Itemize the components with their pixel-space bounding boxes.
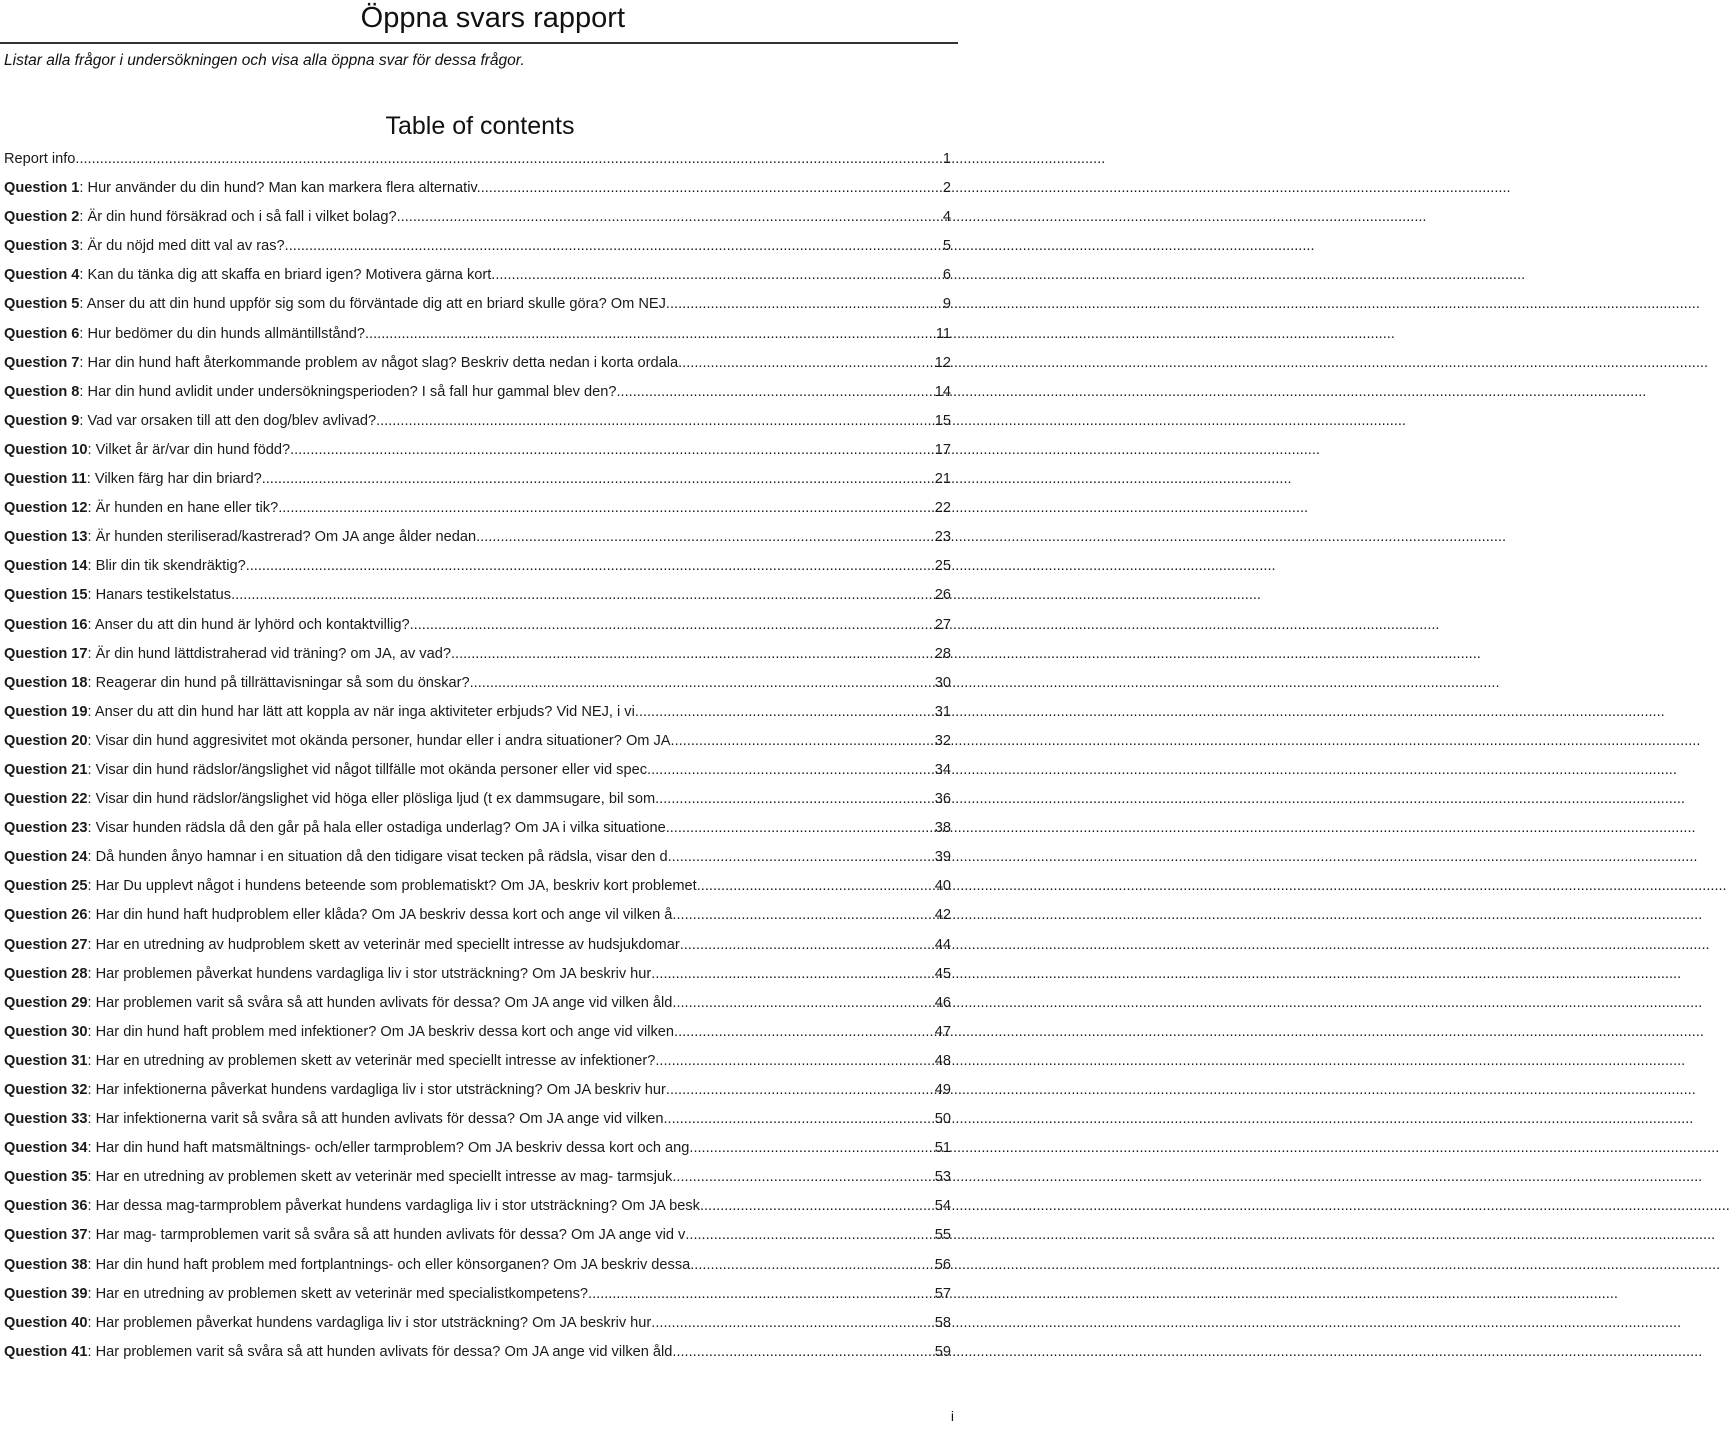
toc-page-number: 23 [934, 529, 951, 546]
toc-entry-label [4, 669, 470, 698]
toc-entry[interactable] [4, 989, 951, 1018]
toc-page-number: 48 [934, 1052, 951, 1069]
toc-question-number: Question 25 [4, 878, 88, 895]
toc-page-number: 28 [934, 645, 951, 662]
toc-entry-text: : Visar hunden rädsla då den går på hala eller ostadiga underlag? Om JA i vilka situatione [87, 820, 666, 837]
toc-entry-text: : Vilken färg har din briard? [86, 471, 262, 488]
toc-question-number: Question 16 [4, 616, 88, 633]
toc-entry-label [4, 756, 647, 785]
toc-entry-text: : Är din hund lättdistraherad vid träning? om JA, av vad? [87, 645, 451, 662]
toc-entry-text: : Blir din tik skendräktig? [87, 558, 246, 575]
toc-dot-leader [278, 494, 935, 523]
toc-question-number: Question 19 [4, 703, 88, 720]
toc-page-number: 50 [934, 1111, 951, 1128]
table-of-contents [4, 145, 951, 1367]
toc-dot-leader [700, 1192, 935, 1221]
toc-dot-leader [476, 523, 935, 552]
toc-entry-label [4, 1338, 672, 1367]
toc-page-number: 46 [934, 994, 951, 1011]
toc-page-number: 59 [934, 1343, 951, 1360]
toc-entry-label [4, 407, 376, 436]
toc-page-number: 53 [934, 1169, 951, 1186]
toc-dot-leader [655, 1047, 934, 1076]
toc-page-number: 25 [934, 558, 951, 575]
toc-page-number: 14 [934, 383, 951, 400]
toc-page-number: 9 [942, 296, 951, 313]
toc-page-number: 27 [934, 616, 951, 633]
toc-page-number: 36 [934, 791, 951, 808]
toc-entry-label [4, 814, 666, 843]
toc-entry[interactable] [4, 611, 951, 640]
toc-entry[interactable] [4, 145, 951, 174]
toc-entry-label [4, 465, 262, 494]
toc-entry-label [4, 1251, 690, 1280]
toc-entry-text: : Hur bedömer du din hunds allmäntillstånd? [79, 325, 365, 342]
toc-entry[interactable] [4, 174, 951, 203]
toc-dot-leader [678, 349, 935, 378]
toc-question-number: Question 13 [4, 529, 88, 546]
toc-entry-label [4, 1192, 700, 1221]
toc-entry-label [4, 232, 285, 261]
toc-entry-text: : Har dessa mag-tarmproblem påverkat hundens vardagliga liv i stor utsträckning? Om JA besk [87, 1198, 700, 1215]
toc-dot-leader [231, 581, 935, 610]
toc-page-number: 17 [934, 441, 951, 458]
toc-entry-label [4, 174, 481, 203]
toc-dot-leader [481, 174, 943, 203]
toc-dot-leader [262, 465, 935, 494]
toc-entry-label [4, 1047, 655, 1076]
toc-entry-label [4, 1280, 588, 1309]
toc-entry[interactable] [4, 727, 951, 756]
toc-entry-label [4, 1163, 672, 1192]
toc-page-number: 54 [934, 1198, 951, 1215]
toc-dot-leader [668, 843, 935, 872]
toc-entry-text: : Kan du tänka dig att skaffa en briard igen? Motivera gärna kort. [79, 267, 496, 284]
toc-question-number: Question 39 [4, 1285, 88, 1302]
toc-entry-text: : Vilket år är/var din hund född? [87, 441, 291, 458]
toc-entry-label [4, 611, 410, 640]
toc-question-number: Question 11 [4, 471, 87, 488]
toc-dot-leader [246, 552, 935, 581]
toc-entry-text: : Hur använder du din hund? Man kan markera flera alternativ. [79, 180, 481, 197]
toc-entry-text: : Visar din hund rädslor/ängslighet vid något tillfälle mot okända personer eller vid spec [87, 761, 648, 778]
toc-dot-leader [397, 203, 943, 232]
toc-entry[interactable] [4, 1076, 951, 1105]
toc-page-number: 30 [934, 674, 951, 691]
toc-entry[interactable] [4, 407, 951, 436]
toc-page-number: 42 [934, 907, 951, 924]
toc-entry-text: : Har en utredning av hudproblem skett av veterinär med speciellt intresse av hudsjukdomar [87, 936, 680, 953]
toc-question-number: Question 24 [4, 849, 88, 866]
toc-question-number: Question 20 [4, 732, 88, 749]
toc-entry-text: : Visar din hund aggresivitet mot okända personer, hundar eller i andra situationer? Om JA [87, 732, 671, 749]
toc-question-number: Question 30 [4, 1023, 88, 1040]
toc-entry-label [4, 552, 246, 581]
toc-entry-text: : Har en utredning av problemen skett av veterinär med speciellt intresse av mag- tarmsjuk [87, 1169, 673, 1186]
toc-question-number: Question 2 [4, 209, 80, 226]
toc-dot-leader [674, 1018, 935, 1047]
toc-question-number: Question 8 [4, 383, 80, 400]
toc-entry-text: : Visar din hund rädslor/ängslighet vid höga eller plösliga ljud (t ex dammsugare, bil som [87, 791, 656, 808]
toc-entry-label [4, 261, 495, 290]
toc-page-number: 11 [935, 325, 951, 342]
toc-question-number: Question 7 [4, 354, 80, 371]
toc-entry-text: : Anser du att din hund uppför sig som du förväntade dig att en briard skulle göra? Om NEJ. [79, 296, 670, 313]
toc-entry[interactable] [4, 756, 951, 785]
toc-entry-label [4, 290, 670, 319]
toc-dot-leader [666, 814, 935, 843]
toc-page-number: 56 [934, 1256, 951, 1273]
toc-dot-leader [290, 436, 935, 465]
toc-entry[interactable] [4, 669, 951, 698]
toc-question-number: Question 14 [4, 558, 88, 575]
toc-entry-label [4, 640, 451, 669]
toc-question-number: Question 22 [4, 791, 88, 808]
toc-question-number: Question 32 [4, 1082, 88, 1098]
toc-page-number: 1 [942, 151, 951, 167]
toc-entry[interactable] [4, 785, 951, 814]
toc-dot-leader [672, 1338, 934, 1367]
toc-entry-text: : Är hunden steriliserad/kastrerad? Om JA ange ålder nedan [87, 529, 477, 546]
report-subtitle: Listar alla frågor i undersökningen och visa alla öppna svar för dessa frågor. [4, 52, 525, 69]
toc-page-number: 47 [934, 1023, 951, 1040]
toc-page-number: 32 [934, 732, 951, 749]
toc-question-number: Question 28 [4, 965, 88, 982]
toc-entry[interactable] [4, 1105, 951, 1134]
toc-question-number: Question 38 [4, 1256, 88, 1273]
toc-question-number: Question 31 [4, 1052, 88, 1069]
toc-entry-text: : Har problemen varit så svåra så att hunden avlivats för dessa? Om JA ange vid vilken åld [87, 1343, 673, 1360]
toc-dot-leader [671, 727, 935, 756]
toc-entry-label [4, 581, 231, 610]
toc-entry[interactable] [4, 1134, 951, 1163]
toc-entry[interactable] [4, 960, 951, 989]
toc-entry-label [4, 1309, 651, 1338]
toc-question-number: Question 1 [4, 180, 80, 197]
toc-dot-leader [672, 901, 934, 930]
toc-dot-leader [655, 785, 935, 814]
toc-page-number: 12 [934, 354, 951, 371]
toc-entry-text: : Reagerar din hund på tillrättavisningar så som du önskar? [87, 674, 470, 691]
toc-entry-text: : Är du nöjd med ditt val av ras? [79, 238, 285, 255]
toc-entry-label [4, 349, 678, 378]
toc-page-number: 49 [934, 1082, 951, 1098]
toc-question-number: Question 5 [4, 296, 80, 313]
toc-entry-label [4, 698, 635, 727]
toc-entry-label [4, 203, 397, 232]
toc-dot-leader [647, 756, 935, 785]
toc-entry[interactable] [4, 378, 951, 407]
toc-entry-label [4, 494, 278, 523]
toc-entry-label [4, 1134, 689, 1163]
toc-entry-label [4, 145, 75, 174]
toc-entry-text: : Har mag- tarmproblemen varit så svåra så att hunden avlivats för dessa? Om JA ange vid v [87, 1227, 686, 1244]
toc-entry[interactable] [4, 640, 951, 669]
toc-entry-text: : Anser du att din hund har lätt att koppla av när inga aktiviteter erbjuds? Vid NEJ, i vi [87, 703, 635, 720]
toc-entry-text: : Har din hund haft problem med infektioner? Om JA beskriv dessa kort och ange vid vilken [87, 1023, 675, 1040]
toc-dot-leader [663, 1105, 934, 1134]
toc-dot-leader [75, 145, 942, 174]
toc-entry[interactable] [4, 232, 951, 261]
toc-entry-label [4, 1076, 666, 1105]
toc-entry-text: : Har Du upplevt något i hundens beteende som problematiskt? Om JA, beskriv kort problemet [87, 878, 697, 895]
toc-entry-label [4, 989, 672, 1018]
toc-page-number: 5 [942, 238, 951, 255]
toc-entry[interactable] [4, 1221, 951, 1250]
toc-dot-leader [680, 931, 935, 960]
toc-entry[interactable] [4, 1338, 951, 1367]
toc-question-number: Question 35 [4, 1169, 88, 1186]
toc-page-number: 2 [942, 180, 951, 197]
title-divider [0, 42, 958, 44]
toc-page-number: 58 [934, 1314, 951, 1331]
toc-dot-leader [495, 261, 943, 290]
toc-dot-leader [670, 290, 943, 319]
toc-entry[interactable] [4, 1309, 951, 1338]
toc-question-number: Question 6 [4, 325, 80, 342]
toc-question-number: Question 29 [4, 994, 88, 1011]
toc-dot-leader [690, 1251, 935, 1280]
toc-entry-text: : Har en utredning av problemen skett av veterinär med specialistkompetens? [87, 1285, 589, 1302]
toc-entry-text: : Hanars testikelstatus [87, 587, 232, 604]
toc-dot-leader [685, 1221, 934, 1250]
toc-page-number: 34 [934, 761, 951, 778]
toc-question-number: Question 36 [4, 1198, 88, 1215]
toc-page-number: 55 [934, 1227, 951, 1244]
toc-entry-label [4, 1221, 685, 1250]
toc-question-number: Question 12 [4, 500, 88, 517]
toc-page-number: 57 [934, 1285, 951, 1302]
toc-dot-leader [588, 1280, 935, 1309]
toc-dot-leader [689, 1134, 934, 1163]
toc-dot-leader [672, 1163, 934, 1192]
toc-entry-text: : Då hunden ånyo hamnar i en situation då den tidigare visat tecken på rädsla, visar den d [87, 849, 668, 866]
toc-dot-leader [651, 960, 934, 989]
toc-entry[interactable] [4, 1280, 951, 1309]
toc-entry[interactable] [4, 465, 951, 494]
toc-question-number: Question 15 [4, 587, 88, 604]
toc-entry-text: : Har din hund haft återkommande problem av något slag? Beskriv detta nedan i korta ordala [79, 354, 679, 371]
toc-entry[interactable] [4, 1047, 951, 1076]
toc-entry-text: : Har problemen påverkat hundens vardagliga liv i stor utsträckning? Om JA beskriv hur [87, 965, 652, 982]
toc-question-number: Question 40 [4, 1314, 88, 1331]
toc-page-number: 39 [934, 849, 951, 866]
toc-entry[interactable] [4, 290, 951, 319]
toc-dot-leader [285, 232, 943, 261]
toc-dot-leader [666, 1076, 935, 1105]
toc-entry-label [4, 320, 365, 349]
toc-dot-leader [672, 989, 934, 1018]
toc-entry[interactable] [4, 203, 951, 232]
toc-entry-label [4, 931, 680, 960]
toc-page-number: 6 [942, 267, 951, 284]
toc-entry[interactable] [4, 552, 951, 581]
toc-entry-label [4, 1105, 663, 1134]
toc-entry-label [4, 378, 616, 407]
toc-entry[interactable] [4, 1018, 951, 1047]
toc-page-number: 15 [934, 412, 951, 429]
toc-entry-text: : Har din hund haft matsmältnings- och/eller tarmproblem? Om JA beskriv dessa kort och ang [87, 1140, 690, 1157]
toc-question-number: Question 27 [4, 936, 88, 953]
toc-dot-leader [651, 1309, 934, 1338]
toc-dot-leader [376, 407, 935, 436]
toc-question-number: Question 10 [4, 441, 88, 458]
toc-entry-label [4, 785, 655, 814]
toc-dot-leader [451, 640, 935, 669]
toc-question-number: Question 34 [4, 1140, 88, 1157]
toc-page-number: 51 [934, 1140, 951, 1157]
toc-entry[interactable] [4, 843, 951, 872]
toc-entry-text: : Är hunden en hane eller tik? [87, 500, 279, 517]
toc-dot-leader [635, 698, 935, 727]
toc-entry[interactable] [4, 1163, 951, 1192]
toc-entry-text: : Har infektionerna påverkat hundens vardagliga liv i stor utsträckning? Om JA beskriv hur [87, 1082, 666, 1098]
toc-entry[interactable] [4, 698, 951, 727]
toc-page-number: 31 [934, 703, 951, 720]
toc-entry-label [4, 436, 290, 465]
toc-page-number: 44 [934, 936, 951, 953]
toc-entry[interactable] [4, 1251, 951, 1280]
toc-entry-text: : Vad var orsaken till att den dog/blev avlivad? [79, 412, 377, 429]
toc-entry[interactable] [4, 814, 951, 843]
toc-entry-text: : Har din hund haft problem med fortplantnings- och eller könsorganen? Om JA beskriv dessa [87, 1256, 691, 1273]
toc-page-number: 45 [934, 965, 951, 982]
toc-entry[interactable] [4, 931, 951, 960]
toc-entry-label [4, 960, 651, 989]
toc-entry[interactable] [4, 901, 951, 930]
toc-heading: Table of contents [385, 112, 575, 140]
report-title: Öppna svars rapport [360, 2, 625, 34]
toc-entry[interactable] [4, 261, 951, 290]
toc-page-number: 22 [934, 500, 951, 517]
toc-question-number: Question 18 [4, 674, 88, 691]
toc-entry-text: : Är din hund försäkrad och i så fall i vilket bolag? [79, 209, 397, 226]
toc-question-number: Question 23 [4, 820, 88, 837]
toc-question-number: Question 3 [4, 238, 80, 255]
toc-entry-text: : Har en utredning av problemen skett av veterinär med speciellt intresse av infektioner? [87, 1052, 656, 1069]
toc-entry-text: : Har din hund avlidit under undersökningsperioden? I så fall hur gammal blev den? [79, 383, 617, 400]
toc-dot-leader [365, 320, 936, 349]
toc-entry-text: : Har din hund haft hudproblem eller klåda? Om JA beskriv dessa kort och ange vil vilken å [87, 907, 673, 924]
toc-entry-label [4, 901, 672, 930]
toc-page-number: 26 [934, 587, 951, 604]
toc-dot-leader [697, 872, 935, 901]
toc-entry[interactable] [4, 320, 951, 349]
toc-entry[interactable] [4, 872, 951, 901]
toc-page-number: 21 [934, 471, 951, 488]
toc-question-number: Question 26 [4, 907, 88, 924]
toc-page-number: 4 [942, 209, 951, 226]
toc-entry-label [4, 1018, 674, 1047]
toc-dot-leader [410, 611, 935, 640]
toc-entry-text: : Har problemen påverkat hundens vardagliga liv i stor utsträckning? Om JA beskriv hur [87, 1314, 652, 1331]
toc-entry-text: : Anser du att din hund är lyhörd och kontaktvillig? [87, 616, 410, 633]
toc-question-number: Question 37 [4, 1227, 88, 1244]
toc-entry[interactable] [4, 436, 951, 465]
toc-entry[interactable] [4, 349, 951, 378]
page-number: i [950, 1408, 954, 1424]
toc-entry-text: : Har infektionerna varit så svåra så att hunden avlivats för dessa? Om JA ange vid vilken [87, 1111, 664, 1128]
toc-entry-label [4, 872, 697, 901]
toc-question-number: Question 9 [4, 412, 80, 429]
toc-dot-leader [470, 669, 935, 698]
toc-entry[interactable] [4, 1192, 951, 1221]
toc-dot-leader [616, 378, 934, 407]
toc-entry[interactable] [4, 581, 951, 610]
toc-question-number: Question 33 [4, 1111, 88, 1128]
toc-entry[interactable] [4, 523, 951, 552]
toc-page-number: 38 [934, 820, 951, 837]
toc-entry-label [4, 523, 476, 552]
toc-question-number: Question 4 [4, 267, 80, 284]
toc-question-number: Question 41 [4, 1343, 88, 1360]
toc-question-number: Question 17 [4, 645, 88, 662]
toc-entry-label [4, 727, 671, 756]
toc-entry-text: Report info [4, 151, 76, 167]
toc-entry-label [4, 843, 668, 872]
toc-question-number: Question 21 [4, 761, 88, 778]
toc-entry[interactable] [4, 494, 951, 523]
toc-page-number: 40 [934, 878, 951, 895]
toc-entry-text: : Har problemen varit så svåra så att hunden avlivats för dessa? Om JA ange vid vilken åld [87, 994, 673, 1011]
